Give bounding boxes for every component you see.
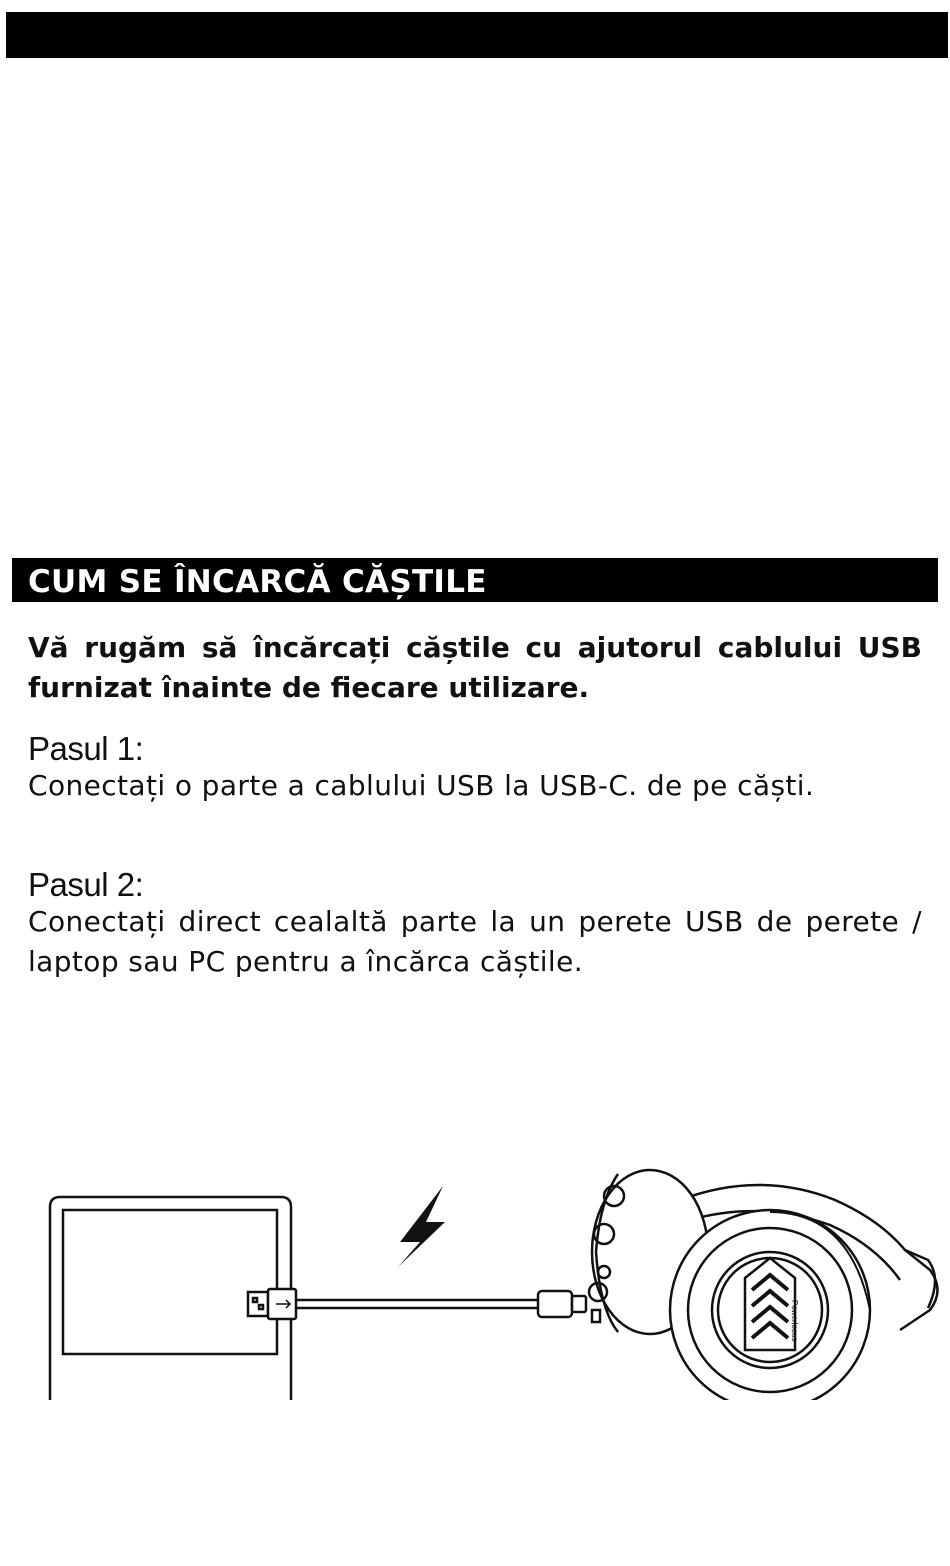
step-2-label: Pasul 2: (28, 866, 144, 903)
step-1-text: Conectați o parte a cablului USB la USB-C. de pe căști. (28, 769, 815, 802)
top-bar (6, 12, 948, 58)
headphones-icon (589, 1170, 938, 1400)
step-1-label: Pasul 1: (28, 730, 144, 767)
lightning-icon (398, 1186, 445, 1267)
brand-label: Powerlocus (790, 1300, 799, 1342)
charging-illustration (0, 1160, 950, 1400)
step-2-text: Conectați direct cealaltă parte la un perete USB de perete / laptop sau PC pentru a încărca căștile. (28, 905, 922, 978)
intro-text: Vă rugăm să încărcați căștile cu ajutorul cablului USB furnizat înainte de fiecare utilizare. (28, 631, 922, 704)
section-header: CUM SE ÎNCARCĂ CĂȘTILE (12, 558, 938, 602)
usb-cable-icon (248, 1289, 586, 1319)
